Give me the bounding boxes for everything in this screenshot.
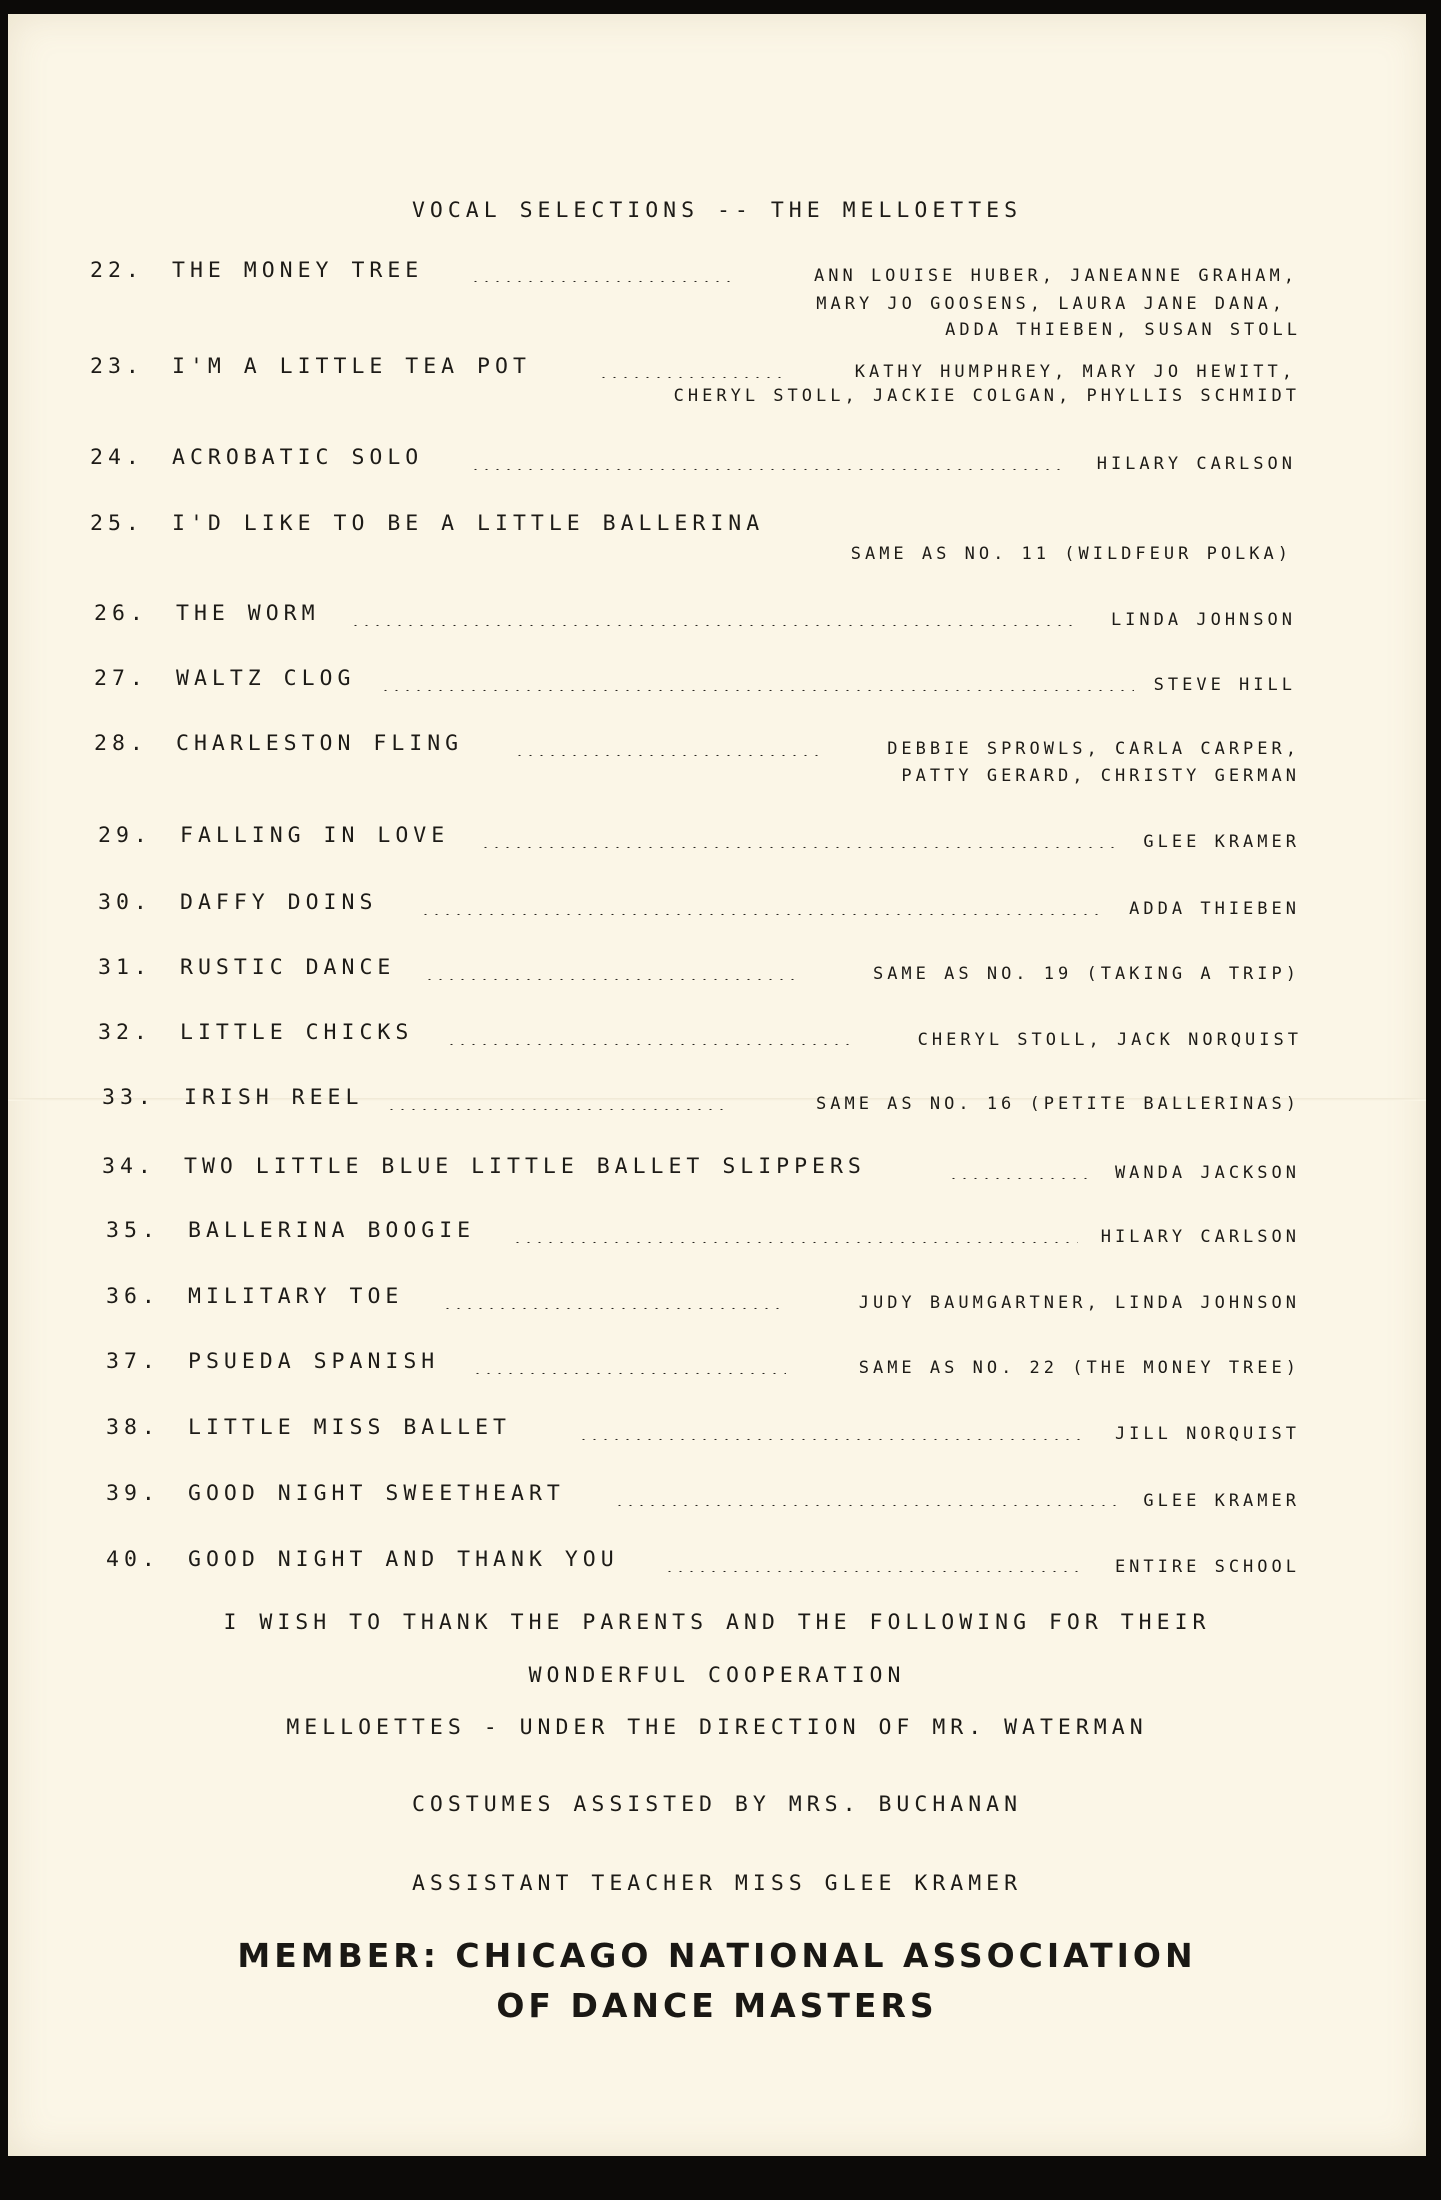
item-performers: JILL NORQUIST — [1114, 1424, 1300, 1444]
item-title: WALTZ CLOG — [176, 666, 356, 691]
item-title: I'M A LITTLE TEA POT — [172, 354, 531, 379]
dot-leader — [386, 1108, 728, 1110]
thanks-line: WONDERFUL COOPERATION — [528, 1663, 906, 1688]
item-title: LITTLE CHICKS — [180, 1020, 414, 1045]
item-title: ACROBATIC SOLO — [172, 445, 424, 470]
item-performers: SAME AS NO. 22 (THE MONEY TREE) — [858, 1358, 1300, 1378]
item-title: FALLING IN LOVE — [180, 823, 450, 848]
dot-leader — [514, 754, 818, 756]
item-title: IRISH REEL — [184, 1085, 364, 1110]
item-number: 24. — [90, 445, 144, 470]
item-number: 35. — [106, 1218, 160, 1243]
dot-leader — [598, 376, 784, 378]
item-performers: HILARY CARLSON — [1096, 454, 1296, 474]
item-number: 25. — [90, 511, 144, 536]
item-performers: LINDA JOHNSON — [1110, 610, 1296, 630]
costume-credit: COSTUMES ASSISTED BY MRS. BUCHANAN — [411, 1792, 1023, 1817]
membership-line: OF DANCE MASTERS — [496, 1986, 938, 2025]
item-title: THE MONEY TREE — [172, 258, 424, 283]
item-performers: ANN LOUISE HUBER, JANEANNE GRAHAM, — [814, 266, 1298, 286]
item-number: 33. — [102, 1085, 156, 1110]
dot-leader — [424, 978, 798, 980]
item-number: 29. — [98, 823, 152, 848]
teacher-credit: ASSISTANT TEACHER MISS GLEE KRAMER — [411, 1871, 1023, 1896]
item-performers: KATHY HUMPHREY, MARY JO HEWITT, — [854, 362, 1296, 382]
item-number: 38. — [106, 1415, 160, 1440]
dot-leader — [470, 280, 736, 282]
item-number: 37. — [106, 1349, 160, 1374]
item-performers: GLEE KRAMER — [1143, 832, 1300, 852]
dot-leader — [470, 468, 1065, 470]
item-performers: WANDA JACKSON — [1114, 1163, 1300, 1183]
dot-leader — [614, 1504, 1118, 1506]
item-title: RUSTIC DANCE — [180, 955, 396, 980]
dot-leader — [480, 846, 1116, 848]
director-credit: MELLOETTES - UNDER THE DIRECTION OF MR. WATERMAN — [286, 1715, 1148, 1740]
item-performers: ENTIRE SCHOOL — [1114, 1557, 1300, 1577]
dot-leader — [446, 1043, 856, 1045]
item-performers: MARY JO GOOSENS, LAURA JANE DANA, — [816, 294, 1286, 314]
item-number: 40. — [106, 1547, 160, 1572]
item-performers: ADDA THIEBEN, SUSAN STOLL — [945, 320, 1301, 340]
item-title: TWO LITTLE BLUE LITTLE BALLET SLIPPERS — [184, 1154, 866, 1179]
program-page — [8, 14, 1426, 2156]
dot-leader — [442, 1307, 786, 1309]
item-title: CHARLESTON FLING — [176, 731, 464, 756]
item-number: 26. — [94, 601, 148, 626]
item-title: LITTLE MISS BALLET — [188, 1415, 511, 1440]
item-performers: CHERYL STOLL, JACK NORQUIST — [917, 1030, 1302, 1050]
item-number: 31. — [98, 955, 152, 980]
item-number: 36. — [106, 1284, 160, 1309]
item-number: 30. — [98, 890, 152, 915]
item-performers: DEBBIE SPROWLS, CARLA CARPER, — [887, 739, 1300, 759]
item-number: 39. — [106, 1481, 160, 1506]
item-title: I'D LIKE TO BE A LITTLE BALLERINA — [172, 511, 765, 536]
item-title: PSUEDA SPANISH — [188, 1349, 440, 1374]
dot-leader — [420, 913, 1100, 915]
item-performers: GLEE KRAMER — [1143, 1491, 1300, 1511]
item-performers: JUDY BAUMGARTNER, LINDA JOHNSON — [858, 1293, 1300, 1313]
item-title: BALLERINA BOOGIE — [188, 1218, 476, 1243]
item-title: THE WORM — [176, 601, 320, 626]
item-performers: ADDA THIEBEN — [1129, 899, 1300, 919]
item-performers: HILARY CARLSON — [1100, 1227, 1300, 1247]
dot-leader — [948, 1177, 1090, 1179]
item-title: MILITARY TOE — [188, 1284, 404, 1309]
dot-leader — [512, 1241, 1078, 1243]
thanks-line: I WISH TO THANK THE PARENTS AND THE FOLLOWING FOR THEIR — [223, 1610, 1211, 1635]
section-title: VOCAL SELECTIONS -- THE MELLOETTES — [411, 198, 1023, 223]
item-title: DAFFY DOINS — [180, 890, 378, 915]
item-number: 28. — [94, 731, 148, 756]
item-performers: STEVE HILL — [1153, 675, 1296, 695]
item-performers: SAME AS NO. 11 (WILDFEUR POLKA) — [850, 544, 1292, 564]
dot-leader — [578, 1438, 1086, 1440]
item-title: GOOD NIGHT AND THANK YOU — [188, 1547, 619, 1572]
dot-leader — [664, 1570, 1082, 1572]
membership-line: MEMBER: CHICAGO NATIONAL ASSOCIATION — [237, 1936, 1197, 1975]
item-performers: SAME AS NO. 16 (PETITE BALLERINAS) — [816, 1094, 1300, 1114]
item-performers: PATTY GERARD, CHRISTY GERMAN — [901, 766, 1300, 786]
item-number: 34. — [102, 1154, 156, 1179]
item-number: 27. — [94, 666, 148, 691]
item-performers: SAME AS NO. 19 (TAKING A TRIP) — [872, 964, 1300, 984]
dot-leader — [350, 624, 1072, 626]
item-performers: CHERYL STOLL, JACKIE COLGAN, PHYLLIS SCHMIDT — [673, 386, 1300, 406]
item-number: 32. — [98, 1020, 152, 1045]
item-number: 22. — [90, 258, 144, 283]
dot-leader — [472, 1372, 786, 1374]
item-title: GOOD NIGHT SWEETHEART — [188, 1481, 565, 1506]
item-number: 23. — [90, 354, 144, 379]
dot-leader — [380, 689, 1134, 691]
